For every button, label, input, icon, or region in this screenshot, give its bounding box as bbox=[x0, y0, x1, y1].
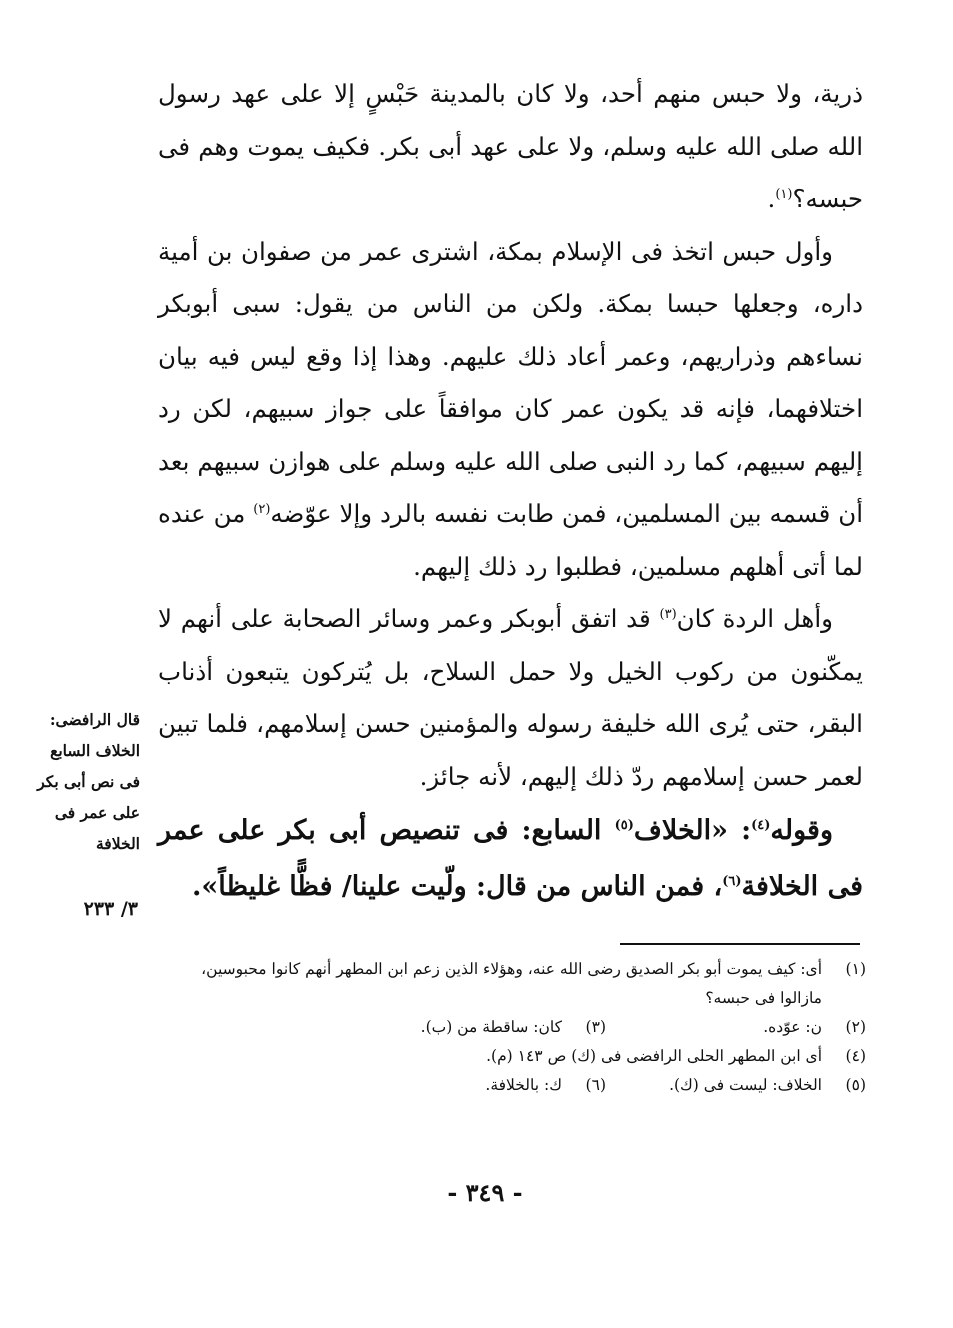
footnote-3 bbox=[346, 1013, 606, 1042]
footnote-5 bbox=[606, 1071, 866, 1100]
footnote-separator bbox=[620, 943, 860, 945]
page-number: - ٣٤٩ - bbox=[447, 1178, 523, 1207]
footnote-6 bbox=[346, 1071, 606, 1100]
footnote-text: ن: عوّده. bbox=[763, 1018, 822, 1036]
paragraph-2-text: وأول حبس اتخذ فى الإسلام بمكة، اشترى عمر من صفوان بن أمية داره، وجعلها حبسا بمكة. ولكن من الناس من يقول: سبى أبوبكر نساءهم وذراريهم، وعمر أعاد ذلك عليهم. وهذا إذا وقع ليس فيه بيان اختلافهما، فإنه قد يكون عمر كان موافقاً على جواز سبيهم، لكن رد إليهم سبيهم، كما رد النبى صلى الله عليه وسلم على هوازن سبيهم بعد أن قسمه بين المسلمين، فمن طابت نفسه بالرد وإلا عوّضه bbox=[158, 236, 863, 528]
footnote-text: الخلاف: ليست فى (ك). bbox=[669, 1076, 822, 1094]
footnote-text: أى: كيف يموت أبو بكر الصديق رضى الله عنه، وهؤلاء الذين زعم ابن المطهر أنهم كانوا محبوسين، مازالوا فى حبسه؟ bbox=[201, 960, 822, 1007]
footnote-row-5-6 bbox=[158, 1071, 866, 1100]
footnote-number: (٣) bbox=[585, 1018, 606, 1036]
margin-note-line: قال الرافضى: bbox=[49, 710, 140, 729]
quoted-claim bbox=[158, 803, 863, 915]
paragraph-2 bbox=[158, 226, 863, 594]
footnote-text: أى ابن المطهر الحلى الرافضى فى (ك) ص ١٤٣ (م). bbox=[486, 1047, 822, 1065]
footnote-number: (٢) bbox=[845, 1018, 866, 1036]
quote-part-1: : «الخلاف bbox=[633, 815, 752, 846]
margin-reference: ٣/ ٢٣٣ bbox=[83, 898, 138, 920]
footnote-text: ك: بالخلافة. bbox=[485, 1076, 562, 1094]
paragraph-1-text: ذرية، ولا حبس منهم أحد، ولا كان بالمدينة حَبْسٍ إلا على عهد رسول الله صلى الله عليه وسلم، ولا على عهد أبى بكر. فكيف يموت وهم فى حبسه؟ bbox=[158, 79, 863, 213]
footnote-number: (١) bbox=[845, 960, 866, 978]
footnote-1 bbox=[158, 955, 866, 1013]
margin-note-line: على عمر فى bbox=[54, 803, 140, 822]
footnotes bbox=[158, 955, 866, 1100]
paragraph-2-end: من عنده لما أتى أهلهم مسلمين، فطلبوا رد ذلك إليهم. bbox=[158, 499, 863, 581]
paragraph-1 bbox=[158, 68, 863, 226]
footnote-ref-3: (٣) bbox=[659, 606, 677, 622]
footnote-ref-6: (٦) bbox=[722, 874, 742, 889]
quote-lead-word: وقوله bbox=[770, 815, 833, 846]
footnote-number: (٦) bbox=[585, 1076, 606, 1094]
footnote-ref-1: (١) bbox=[775, 186, 793, 202]
footnote-ref-2: (٢) bbox=[253, 501, 271, 517]
footnote-number: (٥) bbox=[845, 1076, 866, 1094]
main-text-block bbox=[158, 68, 863, 915]
footnote-text: كان: ساقطة من (ب). bbox=[420, 1018, 562, 1036]
paragraph-3-text: وأهل الردة كان bbox=[676, 604, 833, 633]
quote-part-2: السابع: فى تنصيص أبى بكر على عمر فى الخلافة bbox=[158, 815, 863, 902]
paragraph-3-end: قد اتفق أبوبكر وعمر وسائر الصحابة على أنهم لا يمكّنون من ركوب الخيل ولا حمل السلاح، بل يُتركون يتبعون أذناب البقر، حتى يُرى الله خليفة رسوله والمؤمنين حسن إسلامهم، فلما تبين لعمر حسن إسلامهم ردّ ذلك إليهم، لأنه جائز. bbox=[158, 604, 863, 791]
margin-note-line: الخلاف السابع bbox=[50, 741, 140, 760]
footnote-row-2-3 bbox=[158, 1013, 866, 1042]
footnote-2 bbox=[606, 1013, 866, 1042]
margin-note-line: الخلافة bbox=[95, 834, 140, 853]
paragraph-3 bbox=[158, 593, 863, 803]
footnote-number: (٤) bbox=[845, 1047, 866, 1065]
margin-note bbox=[20, 704, 140, 859]
footnote-ref-5: (٥) bbox=[614, 818, 634, 833]
footnote-4 bbox=[158, 1042, 866, 1071]
paragraph-1-end: . bbox=[767, 184, 776, 213]
quote-part-3: ، فمن الناس من قال: ولّيت علينا/ فظًّا غليظاً». bbox=[191, 871, 723, 902]
margin-note-line: فى نص أبى بكر bbox=[37, 772, 140, 791]
footnote-ref-4: (٤) bbox=[751, 818, 771, 833]
